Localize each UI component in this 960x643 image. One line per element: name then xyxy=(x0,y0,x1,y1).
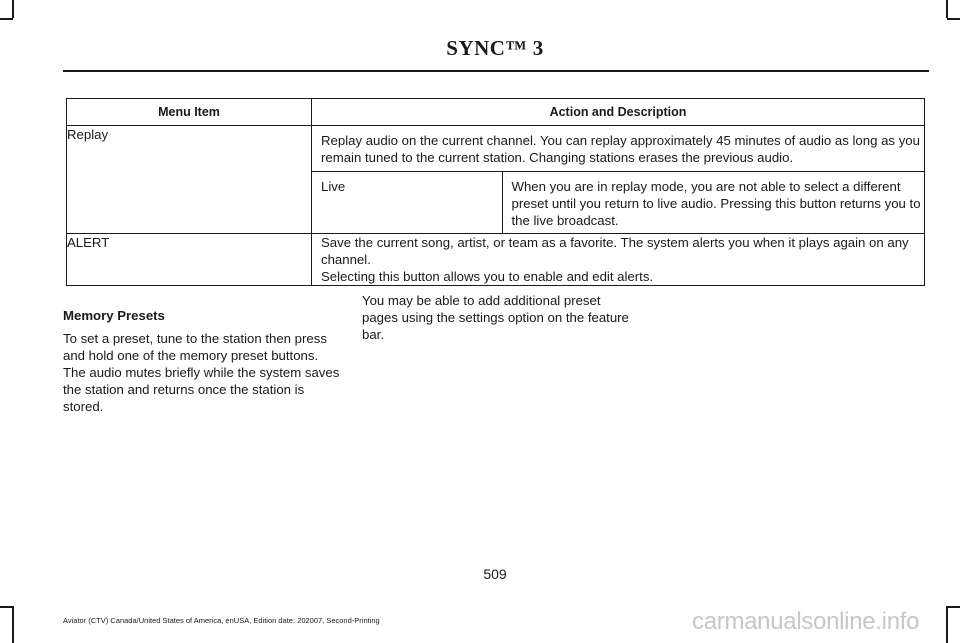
additional-presets-body: You may be able to add additional preset pages using the settings option on the feature bar. xyxy=(362,293,629,342)
crop-mark xyxy=(947,606,960,608)
memory-presets-body: To set a preset, tune to the station then press and hold one of the memory preset buttons. The audio mutes briefly while the system saves the station and returns once the station is stored. xyxy=(63,331,340,414)
memory-presets-section xyxy=(63,298,343,415)
alert-description-line2: Selecting this button allows you to enable and edit alerts. xyxy=(321,269,654,284)
crop-mark xyxy=(946,606,948,643)
crop-mark xyxy=(947,18,960,20)
menu-item-replay: Replay xyxy=(67,126,312,234)
table-row xyxy=(67,234,925,286)
additional-presets-section xyxy=(362,292,632,343)
crop-mark xyxy=(0,18,13,20)
replay-subtable xyxy=(312,172,924,233)
replay-description-cell xyxy=(312,126,925,234)
edition-footer: Aviator (CTV) Canada/United States of America, enUSA, Edition date: 202007, Second-Printing xyxy=(63,616,380,625)
live-description: When you are in replay mode, you are not able to select a different preset until you return to live audio. Pressing this button returns you to the live broadcast. xyxy=(511,179,921,228)
crop-mark xyxy=(946,0,948,18)
page-number: 509 xyxy=(483,566,507,582)
menu-item-alert: ALERT xyxy=(67,234,312,286)
header-action-description: Action and Description xyxy=(312,99,925,126)
alert-description xyxy=(312,234,925,286)
table-row xyxy=(312,172,924,233)
section-heading: Memory Presets xyxy=(63,308,165,323)
header-rule xyxy=(63,70,929,72)
crop-mark xyxy=(12,0,14,18)
menu-table xyxy=(66,98,925,286)
replay-description: Replay audio on the current channel. You can replay approximately 45 minutes of audio as long as you remain tuned to the current station. Changing stations erases the previous audio. xyxy=(312,126,924,172)
crop-mark xyxy=(12,606,14,643)
table-row xyxy=(67,126,925,234)
watermark: carmanualsonline.info xyxy=(692,608,920,635)
alert-description-line1: Save the current song, artist, or team as a favorite. The system alerts you when it plays again on any channel. xyxy=(321,235,909,267)
table-header-row xyxy=(67,99,925,126)
header-menu-item: Menu Item xyxy=(67,99,312,126)
page-title: SYNC™ 3 xyxy=(446,36,544,60)
sub-item-live: Live xyxy=(312,172,502,233)
